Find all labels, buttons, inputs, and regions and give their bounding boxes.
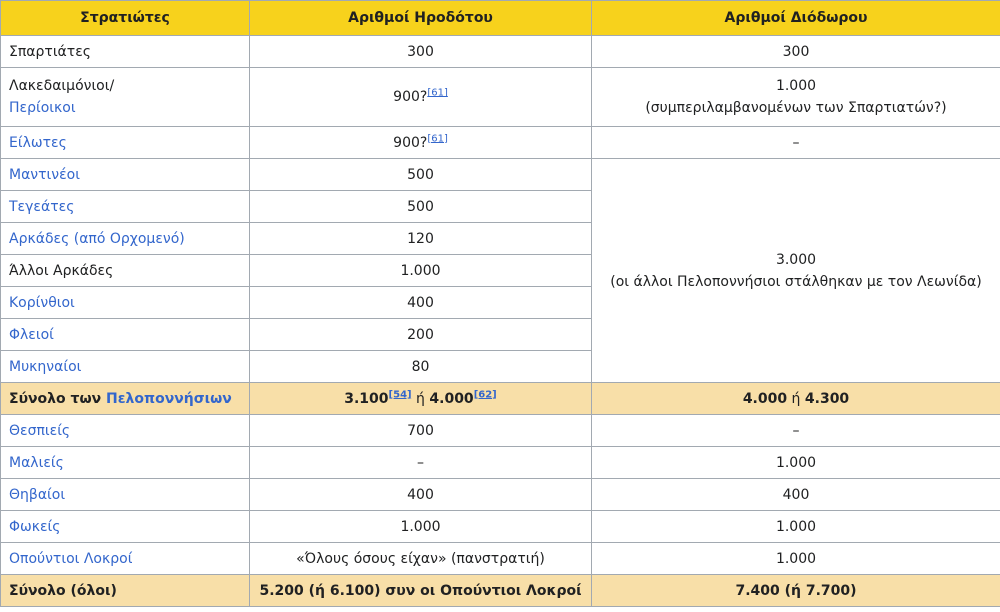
mycenaeans-link[interactable]: Μυκηναίοι bbox=[9, 358, 82, 375]
table-row bbox=[1, 36, 1000, 68]
row-name bbox=[1, 127, 250, 159]
or-text: ή bbox=[411, 390, 430, 407]
table-row bbox=[1, 68, 1000, 127]
diodorus-value bbox=[592, 68, 1000, 127]
herodotus-value: 400 bbox=[250, 479, 592, 511]
grand-total-row bbox=[1, 575, 1000, 607]
table-header-row bbox=[1, 1, 1000, 36]
herodotus-value: 120 bbox=[250, 223, 592, 255]
herodotus-number: 4.000 bbox=[429, 390, 474, 407]
table-row bbox=[1, 447, 1000, 479]
diodorus-note: (συμπεριλαμβανομένων των Σπαρτιατών?) bbox=[645, 100, 947, 116]
perioikoi-link[interactable]: Περίοικοι bbox=[9, 100, 76, 116]
herodotus-number: 3.100 bbox=[344, 390, 389, 407]
herodotus-number: 900? bbox=[393, 89, 428, 105]
diodorus-merged-value bbox=[592, 159, 1000, 383]
arcadians-orchomenos-link[interactable]: Αρκάδες (από Ορχομενό) bbox=[9, 230, 185, 247]
total-label: Σύνολο των bbox=[9, 390, 107, 407]
row-name bbox=[1, 287, 250, 319]
herodotus-value: 500 bbox=[250, 159, 592, 191]
row-name bbox=[1, 223, 250, 255]
herodotus-value bbox=[250, 127, 592, 159]
helots-link[interactable]: Είλωτες bbox=[9, 134, 67, 151]
citation-link[interactable]: [62] bbox=[473, 388, 497, 400]
herodotus-value: 80 bbox=[250, 351, 592, 383]
diodorus-value: – bbox=[592, 127, 1000, 159]
row-name: Σύνολο (όλοι) bbox=[1, 575, 250, 607]
header-diodorus[interactable]: Αριθμοί Διόδωρου bbox=[592, 1, 1000, 36]
herodotus-number: 900? bbox=[393, 134, 428, 151]
herodotus-value: 300 bbox=[250, 36, 592, 68]
diodorus-value bbox=[592, 383, 1000, 415]
table-row bbox=[1, 127, 1000, 159]
table-row bbox=[1, 415, 1000, 447]
citation-link[interactable]: [61] bbox=[427, 87, 448, 99]
herodotus-value bbox=[250, 383, 592, 415]
table-row bbox=[1, 159, 1000, 191]
row-name bbox=[1, 68, 250, 127]
citation-link[interactable]: [54] bbox=[388, 388, 412, 400]
herodotus-value: 1.000 bbox=[250, 511, 592, 543]
herodotus-value: «Όλους όσους είχαν» (πανστρατιή) bbox=[250, 543, 592, 575]
table-row bbox=[1, 479, 1000, 511]
diodorus-value: 300 bbox=[592, 36, 1000, 68]
diodorus-number: 3.000 bbox=[775, 251, 817, 268]
diodorus-value: 1.000 bbox=[592, 447, 1000, 479]
diodorus-note: (οι άλλοι Πελοποννήσιοι στάλθηκαν με τον Λεωνίδα) bbox=[610, 273, 982, 290]
diodorus-number: 1.000 bbox=[775, 78, 817, 94]
corinthians-link[interactable]: Κορίνθιοι bbox=[9, 294, 75, 311]
citation-link[interactable]: [61] bbox=[427, 132, 448, 144]
diodorus-number: 4.300 bbox=[804, 390, 850, 407]
row-name: Σπαρτιάτες bbox=[1, 36, 250, 68]
herodotus-value: 1.000 bbox=[250, 255, 592, 287]
herodotus-value: 400 bbox=[250, 287, 592, 319]
mantineans-link[interactable]: Μαντινέοι bbox=[9, 166, 80, 183]
row-name bbox=[1, 479, 250, 511]
row-name bbox=[1, 447, 250, 479]
herodotus-value: – bbox=[250, 447, 592, 479]
row-name: Άλλοι Αρκάδες bbox=[1, 255, 250, 287]
tegeans-link[interactable]: Τεγεάτες bbox=[9, 198, 75, 215]
row-name bbox=[1, 319, 250, 351]
herodotus-value bbox=[250, 68, 592, 127]
row-name bbox=[1, 511, 250, 543]
table-row bbox=[1, 511, 1000, 543]
phliasians-link[interactable]: Φλειοί bbox=[9, 326, 54, 343]
diodorus-value: 7.400 (ή 7.700) bbox=[592, 575, 1000, 607]
thebans-link[interactable]: Θηβαίοι bbox=[9, 486, 66, 503]
row-name bbox=[1, 351, 250, 383]
herodotus-value: 500 bbox=[250, 191, 592, 223]
opuntian-locrians-link[interactable]: Οπούντιοι Λοκροί bbox=[9, 550, 133, 567]
row-name bbox=[1, 415, 250, 447]
diodorus-value: – bbox=[592, 415, 1000, 447]
row-name bbox=[1, 543, 250, 575]
thespians-link[interactable]: Θεσπιείς bbox=[9, 422, 71, 439]
row-name-text: Λακεδαιμόνιοι/ bbox=[9, 78, 115, 94]
peloponnesians-link[interactable]: Πελοποννήσιων bbox=[106, 390, 232, 407]
malians-link[interactable]: Μαλιείς bbox=[9, 454, 64, 471]
herodotus-value: 5.200 (ή 6.100) συν οι Οπούντιοι Λοκροί bbox=[250, 575, 592, 607]
header-soldiers[interactable]: Στρατιώτες bbox=[1, 1, 250, 36]
diodorus-value: 400 bbox=[592, 479, 1000, 511]
herodotus-value: 700 bbox=[250, 415, 592, 447]
table-row bbox=[1, 543, 1000, 575]
row-name bbox=[1, 159, 250, 191]
header-herodotus[interactable]: Αριθμοί Ηροδότου bbox=[250, 1, 592, 36]
or-text: ή bbox=[787, 390, 805, 407]
diodorus-number: 4.000 bbox=[742, 390, 788, 407]
row-name bbox=[1, 191, 250, 223]
phocians-link[interactable]: Φωκείς bbox=[9, 518, 61, 535]
diodorus-value: 1.000 bbox=[592, 543, 1000, 575]
peloponnesian-total-row bbox=[1, 383, 1000, 415]
herodotus-value: 200 bbox=[250, 319, 592, 351]
diodorus-value: 1.000 bbox=[592, 511, 1000, 543]
row-name bbox=[1, 383, 250, 415]
